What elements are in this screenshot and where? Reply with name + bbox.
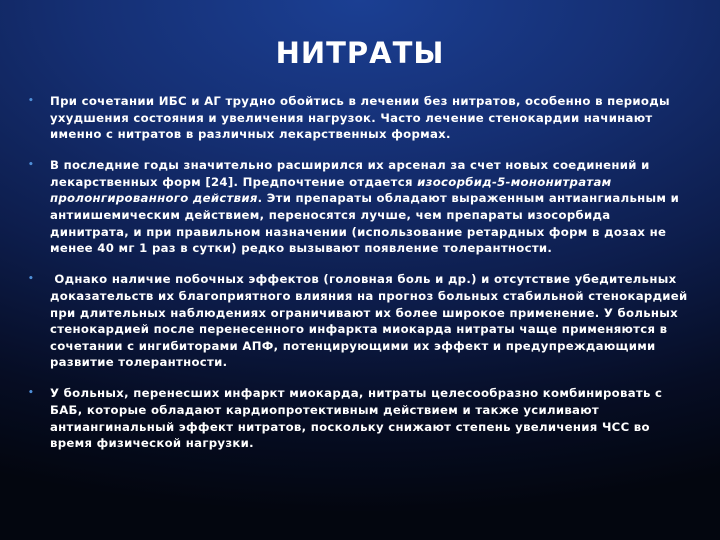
slide-title: НИТРАТЫ [275, 36, 445, 70]
bullet-text: У больных, перенесших инфаркт миокарда, нитраты целесообразно комбинировать с БАБ, которые обладают кардиопротективным действием и также усиливают антиангинальный эффект нитратов, поскольку снижают степень увеличения ЧСС во время физической нагрузки. [50, 386, 663, 451]
bullet-item [26, 271, 692, 371]
bullet-marker: • [28, 96, 35, 106]
bullet-item [26, 157, 692, 257]
bullet-item [26, 93, 692, 143]
bullet-text: В последние годы значительно расширился их арсенал за счет новых соединений и лекарственных форм [24]. Предпочтение отдается [50, 158, 650, 189]
bullet-marker: • [28, 388, 35, 399]
bullet-marker: • [28, 274, 35, 285]
bullet-marker: • [28, 160, 35, 171]
bullet-text: Однако наличие побочных эффектов (головная боль и др.) и отсутствие убедительных доказательств их благоприятного влияния на прогноз больных стабильной стенокардией при длительных наблюдениях ограничивают их более широкое применение. У больных стенокардией после перенесенного инфаркта миокарда нитраты чаще применяются в сочетании с ингибиторами АПФ, потенцирующими их эффект и предупреждающими развитие толерантности. [50, 272, 692, 370]
bullet-item [26, 385, 692, 451]
bullet-list [26, 93, 692, 466]
bullet-text: При сочетании ИБС и АГ трудно обойтись в лечении без нитратов, особенно в периоды ухудшения состояния и увеличения нагрузок. Часто лечение стенокардии начинают именно с нитратов в различных лекарственных формах. [50, 94, 670, 142]
bullet-text-continued: . Эти препараты обладают выраженным антиангиальным и антиишемическим действием, переносятся лучше, чем препараты изосорбида динитрата, и при правильном назначении (использование ретардных форм в дозах не менее 40 мг 1 раз в сутки) редко вызывают появление толерантности. [50, 191, 680, 256]
emphasized-drug-name: изосорбид-5-мононитратам пролонгированного действия [50, 174, 612, 206]
